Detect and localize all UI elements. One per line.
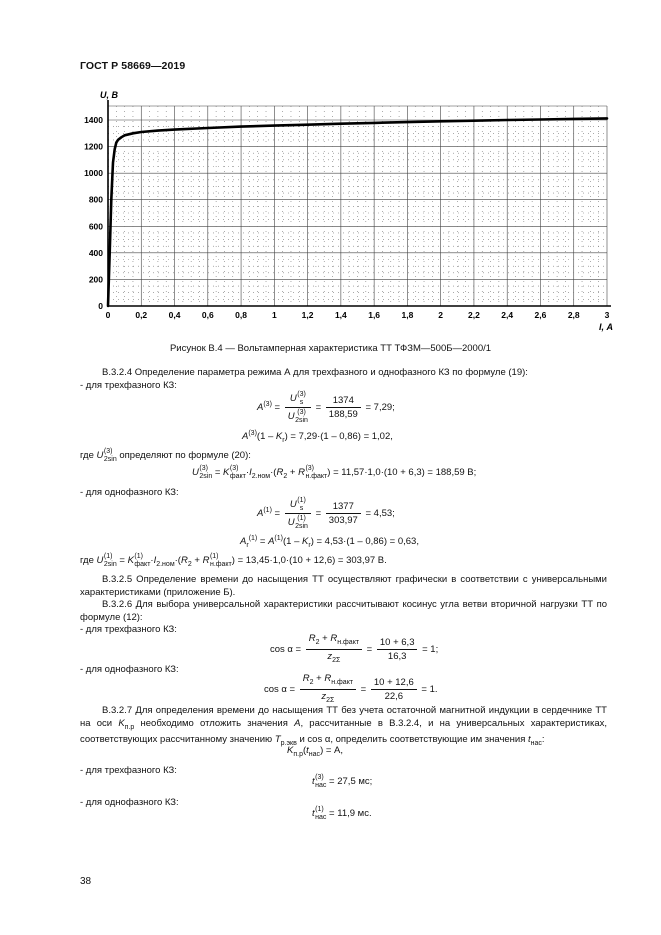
- f4-result: = 4,53;: [365, 508, 395, 520]
- f8-num: 10 + 12,6: [371, 677, 417, 690]
- formula-u2sin-1: где U (1) 2sin = K (1) факт $\cdot I_{2.ном}\cdot(R_2 + R$ (1) н.факт ) = 13,45·1,0·(10 + 12,6) = 303,97 В.: [80, 553, 387, 569]
- f9-rhs: = A,: [325, 745, 344, 756]
- f11-rhs: = 11,9 мс.: [329, 808, 372, 820]
- formula-ar1: $A_r^{(1)} = A^{(1)}(1 - K_r) = 4,53\cdot(1 - 0,86) = 0,63$,: [240, 535, 419, 549]
- p9a: В.3.2.7 Для определения времени до насыщения ТТ без учета остаточной магнитной индукции в сердечнике ТТ на оси: [80, 705, 607, 729]
- f2-rhs: = 7,29·(1 – 0,86) = 1,02,: [290, 431, 393, 442]
- f8-result: = 1.: [421, 684, 438, 696]
- formula-kpr: $K_{п.р}(t_{нас}) = A$,: [287, 745, 344, 758]
- formula-a1: $A^{(1)}$ = U (1) s U (1) 2sin = $\frac{1377}{303,97}$ = 4,53;: [257, 497, 395, 530]
- x-tick-label: 0,2: [135, 310, 148, 320]
- formula-t3: t (3) нас = 27,5 мс;: [312, 774, 373, 789]
- x-tick-label: 2,2: [468, 310, 480, 320]
- f7-num: 10 + 6,3: [377, 637, 418, 650]
- paragraph-b325: В.3.2.5 Определение времени до насыщения ТТ осуществляют графически в соответствии с универсальными характеристиками (приложение Б).: [80, 574, 607, 598]
- list-item-single-phase-3: - для однофазного КЗ:: [80, 797, 179, 808]
- formula-cos-1: cos α = $\frac{R_2 + R_{н.факт}}{z_{2\Sigma}}$ = $\frac{10 + 12,6}{22,6}$ = 1.: [264, 673, 438, 704]
- y-tick-label: 400: [88, 247, 103, 258]
- x-tick-label: 2: [438, 310, 444, 320]
- p9c: , рассчитанные в В.3.2.4, и на универсальных характеристиках, соответствующих рассчитанному значению: [80, 717, 608, 745]
- x-tick-label: 1,8: [401, 310, 414, 320]
- x-tick-label: 1,2: [301, 310, 314, 320]
- x-axis-label: I, А: [599, 322, 614, 332]
- x-tick-label: 0,8: [235, 310, 247, 320]
- paragraph-b324: В.3.2.4 Определение параметра режима А для трехфазного и однофазного КЗ по формуле (19):: [102, 367, 528, 378]
- list-item-single-phase: - для однофазного КЗ:: [80, 487, 179, 498]
- x-tick-label: 2,6: [534, 310, 547, 320]
- f5-rhs: = 4,53·(1 – 0,86) = 0,63,: [316, 536, 419, 547]
- formula-t1: t (1) нас = 11,9 мс.: [312, 806, 372, 821]
- f7-result: = 1;: [422, 644, 439, 656]
- y-tick-label: 1000: [84, 168, 103, 179]
- y-tick-label: 800: [88, 194, 103, 205]
- x-tick-label: 0,6: [201, 310, 214, 320]
- x-tick-label: 0: [105, 310, 111, 320]
- f1-result: = 7,29;: [365, 402, 395, 414]
- p9b: необходимо отложить значения: [140, 717, 288, 729]
- where-pre-2: где: [80, 555, 94, 567]
- list-item-single-phase-2: - для однофазного КЗ:: [80, 664, 179, 675]
- document-header: ГОСТ Р 58669—2019: [80, 60, 186, 72]
- formula-a3-kr: $A^{(3)}(1 - K_r) = 7,29\cdot(1 - 0,86) = 1,02$,: [242, 430, 393, 444]
- y-tick-label: 200: [88, 274, 103, 285]
- f1-den: 188,59: [328, 409, 358, 420]
- x-tick-label: 1: [271, 310, 277, 320]
- f1-num: 1374: [326, 395, 361, 408]
- where-u2sin: где U (3) 2sin определяют по формуле (20):: [80, 448, 251, 463]
- f6-rhs: = 13,45·1,0·(10 + 12,6) = 303,97 В.: [237, 555, 387, 567]
- where-post: определяют по формуле (20):: [119, 450, 251, 462]
- list-item-three-phase: - для трехфазного КЗ:: [80, 380, 177, 391]
- volt-ampere-chart: [80, 86, 640, 341]
- paragraph-b326: В.3.2.6 Для выбора универсальной характеристики рассчитывают косинус угла ветви вторичной нагрузки ТТ по формуле (12):: [80, 599, 607, 623]
- y-tick-label: 1200: [84, 141, 103, 152]
- f3-rhs: = 11,57·1,0·(10 + 6,3) = 188,59 В;: [333, 467, 477, 479]
- f10-rhs: = 27,5 мс;: [329, 776, 373, 788]
- x-tick-label: 2,4: [501, 310, 514, 320]
- p9d: и cos α, определить соответствующие им значения: [299, 734, 526, 745]
- f7-den: 16,3: [387, 651, 407, 662]
- f8-den: 22,6: [384, 691, 404, 702]
- list-item-three-phase-3: - для трехфазного КЗ:: [80, 765, 177, 776]
- formula-a3: $A^{(3)}$ = U (3) s U (3) 2sin = $\frac{1374}{188,59}$ = 7,29;: [257, 391, 395, 424]
- figure-caption: Рисунок В.4 — Вольтамперная характеристика ТТ ТФЗМ—500Б—2000/1: [169, 343, 492, 354]
- y-axis-label: U, В: [100, 90, 118, 100]
- page-number: 38: [80, 876, 92, 887]
- y-tick-label: 1400: [84, 115, 103, 125]
- formula-u2sin-3: U (3) 2sin = K (3) факт $\cdot I_{2.ном}\cdot(R_2 + R$ (3) н.факт ) = 11,57·1,0·(10 + 6,3) = 188,59 В;: [192, 465, 477, 481]
- where-pre: где: [80, 450, 94, 462]
- paragraph-b327: В.3.2.7 Для определения времени до насыщения ТТ без учета остаточной магнитной индукции в сердечнике ТТ на оси $K_{п.р}$ необходимо отложить значения A, рассчитанные в В.3.2.4, и на универсальных характеристиках, соответствующих рассчитанному значению $T_{р.экв}$ и cos α, определить соответствующие им значения $t_{нас}$:: [80, 705, 608, 747]
- f4-num: 1377: [326, 501, 361, 514]
- x-tick-label: 1,4: [334, 310, 347, 320]
- y-tick-label: 0: [98, 301, 103, 311]
- x-tick-label: 3: [604, 310, 610, 320]
- formula-cos-3: cos α = $\frac{R_2 + R_{н.факт}}{z_{2\Sigma}}$ = $\frac{10 + 6,3}{16,3}$ = 1;: [270, 633, 439, 664]
- x-tick-label: 0,4: [168, 310, 181, 320]
- y-tick-label: 600: [88, 221, 103, 232]
- f4-den: 303,97: [328, 515, 358, 526]
- list-item-three-phase-2: - для трехфазного КЗ:: [80, 624, 177, 635]
- x-tick-label: 1,6: [368, 310, 381, 320]
- x-tick-label: 2,8: [567, 310, 580, 320]
